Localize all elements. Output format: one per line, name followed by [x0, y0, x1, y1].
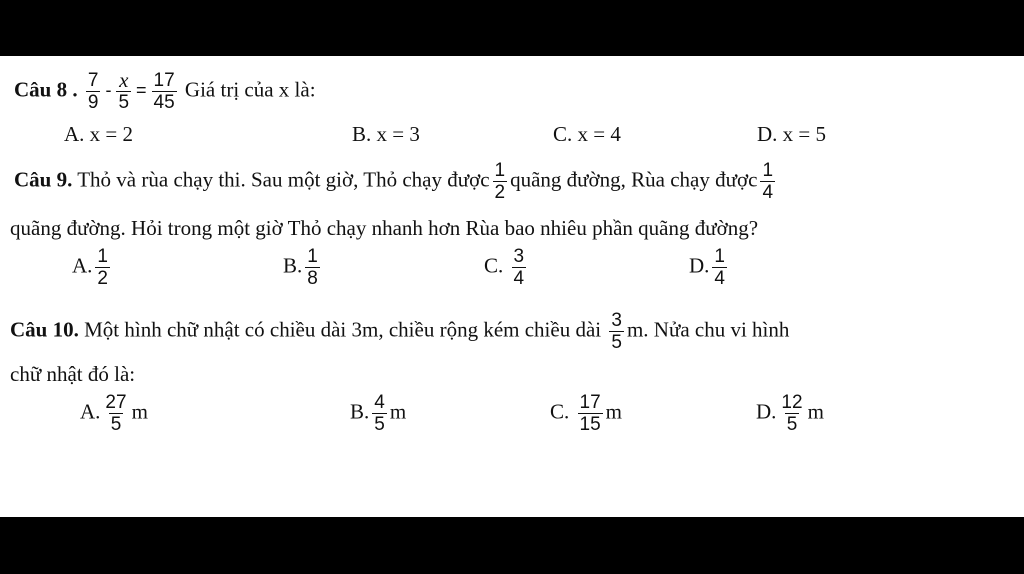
q8-option-c: C. x = 4 — [553, 122, 621, 146]
fraction-17-45: $\frac{17}{45}$ — [153, 70, 175, 113]
question-8-stem — [14, 70, 316, 113]
fraction-x-5: $\frac{x}{5}$ — [118, 68, 130, 113]
fraction-1-2: $\frac{1}{2}$ — [494, 160, 506, 203]
q8-option-a: A. x = 2 — [64, 122, 134, 146]
fraction-3-5: $\frac{3}{5}$ — [611, 310, 622, 353]
q10-option-a: A. $\frac{27}{5}$ m — [80, 392, 148, 435]
minus-sign: - — [105, 80, 112, 101]
document-page — [0, 56, 1024, 517]
q9-option-c: C. $\frac{3}{4}$ — [484, 246, 525, 289]
equals-sign: = — [136, 80, 147, 101]
question-9-label: Câu 9. — [14, 167, 73, 192]
q9-option-b: B. $\frac{1}{8}$ — [283, 246, 318, 289]
question-10-line-2: chữ nhật đó là: — [10, 362, 136, 386]
question-8-label: Câu 8 . — [14, 77, 78, 102]
q9-option-a: A. $\frac{1}{2}$ — [72, 246, 108, 289]
fraction-1-4: $\frac{1}{4}$ — [762, 160, 774, 203]
q8-option-b: B. x = 3 — [352, 122, 420, 146]
q10-option-d: D. $\frac{12}{5}$ m — [756, 392, 824, 435]
q10-option-c: C. $\frac{17}{15}$ m — [550, 392, 622, 435]
question-10-label: Câu 10. — [10, 317, 79, 342]
question-9-stem: Câu 9. Thỏ và rùa chạy thi. Sau một giờ, Thỏ chạy được $\frac{1}{2}$ quãng đường, Rùa chạy được $\frac{1}{4}$ — [14, 160, 774, 203]
question-10-stem: Câu 10. Một hình chữ nhật có chiều dài 3m, chiều rộng kém chiều dài $\frac{3}{5}$ m. Nửa chu vi hình — [10, 310, 790, 353]
fraction-7-9: $\frac{7}{9}$ — [87, 70, 99, 113]
question-8-text: Giá trị của x là: — [184, 77, 316, 102]
q8-option-d: D. x = 5 — [757, 122, 827, 146]
question-9-line-2: quãng đường. Hỏi trong một giờ Thỏ chạy nhanh hơn Rùa bao nhiêu phần quãng đường? — [10, 216, 759, 240]
q10-option-b: B. $\frac{4}{5}$ m — [350, 392, 407, 435]
q9-option-d: D. $\frac{1}{4}$ — [689, 246, 725, 289]
